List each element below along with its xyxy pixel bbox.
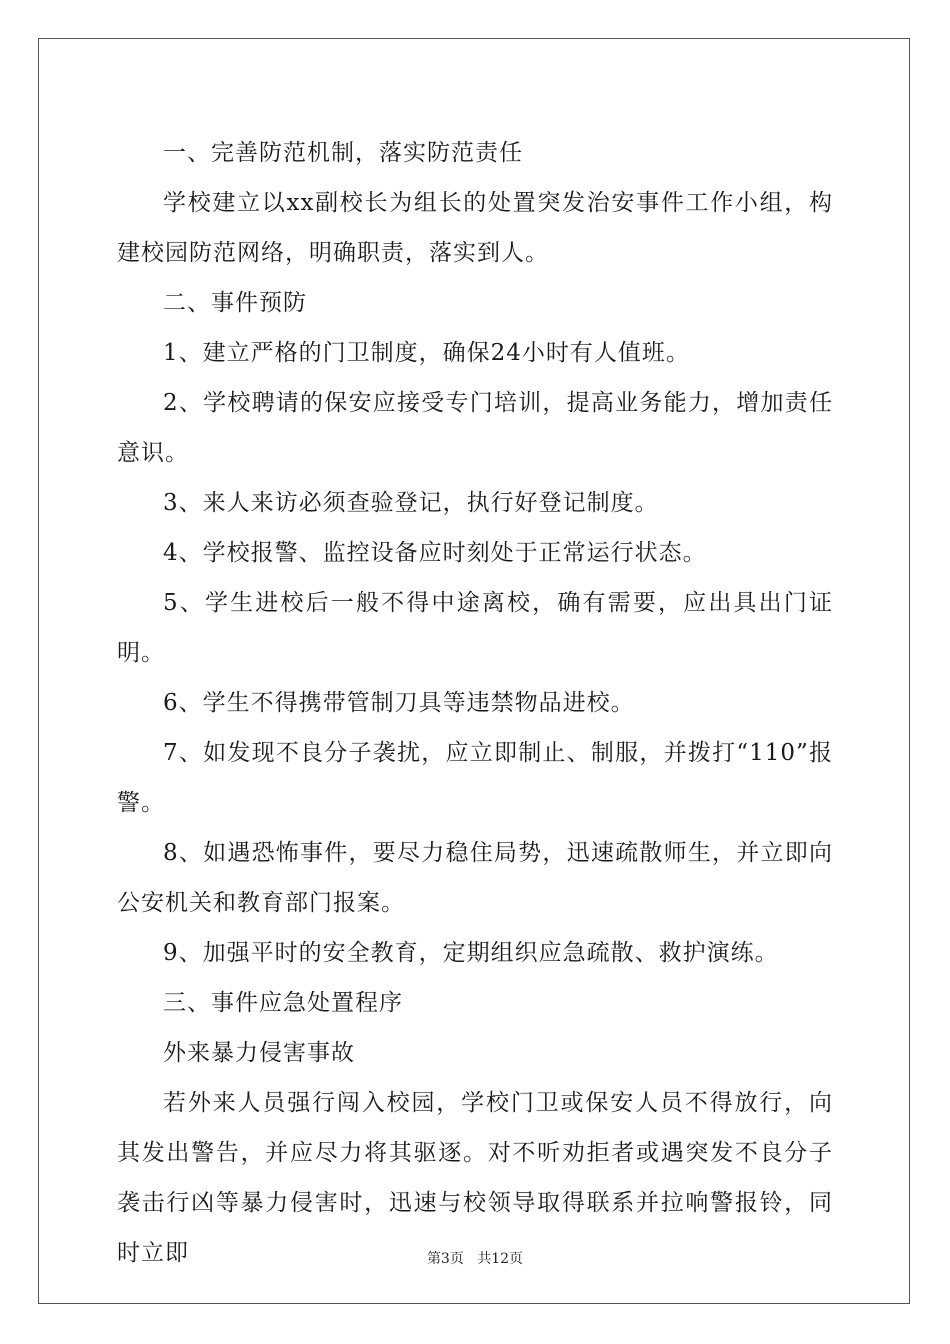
section-heading-1: 一、完善防范机制，落实防范责任 bbox=[163, 140, 523, 166]
section-heading-2: 二、事件预防 bbox=[163, 290, 307, 316]
list-item: 5、学生进校后一般不得中途离校，确有需要，应出具出门证明。 bbox=[117, 590, 833, 666]
list-item: 3、来人来访必须查验登记，执行好登记制度。 bbox=[163, 490, 659, 516]
list-item: 9、加强平时的安全教育，定期组织应急疏散、救护演练。 bbox=[163, 940, 779, 966]
paragraph: 若外来人员强行闯入校园，学校门卫或保安人员不得放行，向其发出警告，并应尽力将其驱逐。对不听劝拒者或遇突发不良分子袭击行凶等暴力侵害时，迅速与校领导取得联系并拉响警报铃，同时立即 bbox=[117, 1090, 833, 1266]
section-heading-3: 三、事件应急处置程序 bbox=[163, 990, 403, 1016]
page-number-current: 第3页 bbox=[426, 1251, 464, 1267]
page-footer bbox=[0, 1248, 950, 1268]
list-item: 8、如遇恐怖事件，要尽力稳住局势，迅速疏散师生，并立即向公安机关和教育部门报案。 bbox=[117, 840, 833, 916]
paragraph: 学校建立以xx副校长为组长的处置突发治安事件工作小组，构建校园防范网络，明确职责，落实到人。 bbox=[117, 190, 833, 266]
list-item: 6、学生不得携带管制刀具等违禁物品进校。 bbox=[163, 690, 635, 716]
document-body bbox=[117, 128, 833, 1278]
list-item: 7、如发现不良分子袭扰，应立即制止、制服，并拨打“110”报警。 bbox=[117, 740, 833, 816]
sub-heading: 外来暴力侵害事故 bbox=[163, 1040, 355, 1066]
list-item: 2、学校聘请的保安应接受专门培训，提高业务能力，增加责任意识。 bbox=[117, 390, 833, 466]
list-item: 4、学校报警、监控设备应时刻处于正常运行状态。 bbox=[163, 540, 707, 566]
page-number-total: 共12页 bbox=[477, 1251, 524, 1267]
list-item: 1、建立严格的门卫制度，确保24小时有人值班。 bbox=[163, 340, 690, 366]
